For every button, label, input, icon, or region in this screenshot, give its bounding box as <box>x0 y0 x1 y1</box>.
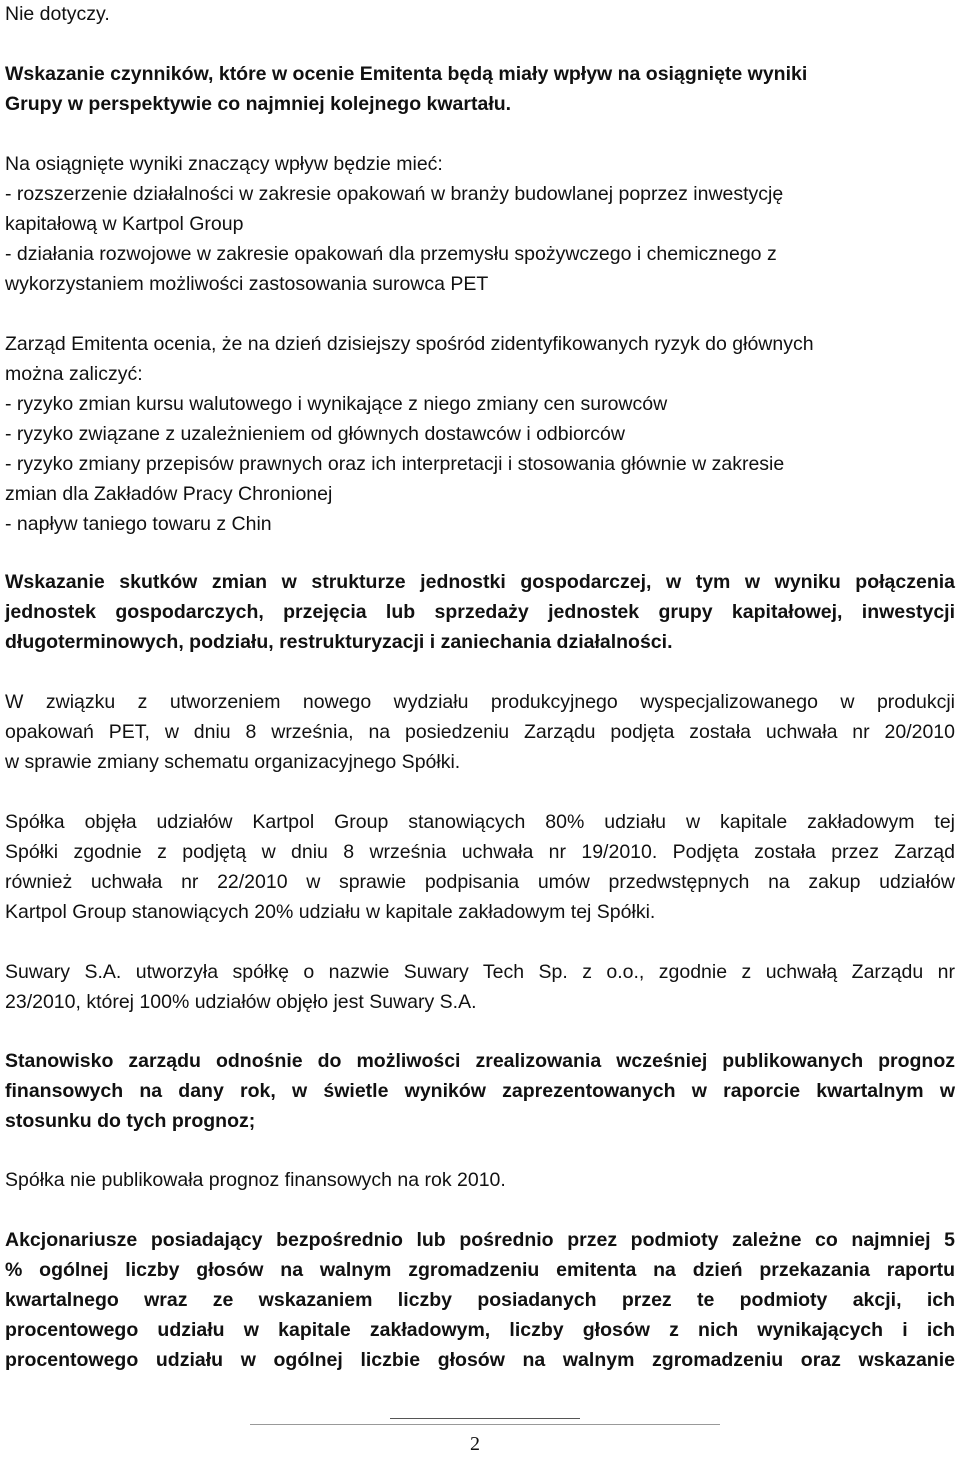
structure-para-3-line-1: Suwary S.A. utworzyła spółkę o nazwie Suwary Tech Sp. z o.o., zgodnie z uchwałą Zarządu nr <box>5 961 955 983</box>
risk-item-3: - ryzyko zmiany przepisów prawnych oraz ich interpretacji i stosowania głównie w zakresie <box>5 453 785 475</box>
section-heading-shareholders-line-5: procentowego udziału w ogólnej liczbie głosów na walnym zgromadzeniu oraz wskazanie <box>5 1349 955 1371</box>
section-heading-structure-line-2: jednostek gospodarczych, przejęcia lub sprzedaży jednostek grupy kapitałowej, inwestycji <box>5 601 955 623</box>
structure-para-1-line-2: opakowań PET, w dniu 8 września, na posiedzeniu Zarządu podjęta została uchwała nr 20/2010 <box>5 721 955 743</box>
structure-para-2-line-1: Spółka objęła udziałów Kartpol Group stanowiących 80% udziału w kapitale zakładowym tej <box>5 811 955 833</box>
factors-paragraph-line-5: wykorzystaniem możliwości zastosowania surowca PET <box>5 273 489 295</box>
page-number: 2 <box>470 1433 480 1455</box>
section-heading-factors-line-1: Wskazanie czynników, które w ocenie Emitenta będą miały wpływ na osiągnięte wyniki <box>5 63 808 85</box>
risk-item-2: - ryzyko związane z uzależnieniem od głównych dostawców i odbiorców <box>5 423 625 445</box>
forecast-paragraph: Spółka nie publikowała prognoz finansowych na rok 2010. <box>5 1169 506 1191</box>
footer-rule-bottom <box>250 1424 720 1425</box>
structure-para-1-line-3: w sprawie zmiany schematu organizacyjnego Spółki. <box>5 751 461 773</box>
structure-para-3-line-2: 23/2010, której 100% udziałów objęło jest Suwary S.A. <box>5 991 477 1013</box>
factors-paragraph-line-1: Na osiągnięte wyniki znaczący wpływ będzie mieć: <box>5 153 443 175</box>
continued-text: Nie dotyczy. <box>5 3 110 25</box>
risks-paragraph-line-1: Zarząd Emitenta ocenia, że na dzień dzisiejszy spośród zidentyfikowanych ryzyk do głównych <box>5 333 814 355</box>
factors-paragraph-line-3: kapitałową w Kartpol Group <box>5 213 244 235</box>
section-heading-structure-line-3: długoterminowych, podziału, restrukturyzacji i zaniechania działalności. <box>5 631 673 653</box>
risk-item-4: - napływ taniego towaru z Chin <box>5 513 272 535</box>
section-heading-shareholders-line-4: procentowego udziału w kapitale zakładowym, liczby głosów z nich wynikających i ich <box>5 1319 955 1341</box>
section-heading-forecast-line-1: Stanowisko zarządu odnośnie do możliwości zrealizowania wcześniej publikowanych prognoz <box>5 1050 955 1072</box>
structure-para-1-line-1: W związku z utworzeniem nowego wydziału produkcyjnego wyspecjalizowanego w produkcji <box>5 691 955 713</box>
risk-item-3-cont: zmian dla Zakładów Pracy Chronionej <box>5 483 333 505</box>
section-heading-forecast-line-2: finansowych na dany rok, w świetle wyników zaprezentowanych w raporcie kwartalnym w <box>5 1080 955 1102</box>
section-heading-shareholders-line-1: Akcjonariusze posiadający bezpośrednio lub pośrednio przez podmioty zależne co najmniej 5 <box>5 1229 955 1251</box>
structure-para-2-line-3: również uchwała nr 22/2010 w sprawie podpisania umów przedwstępnych na zakup udziałów <box>5 871 955 893</box>
section-heading-structure-line-1: Wskazanie skutków zmian w strukturze jednostki gospodarczej, w tym w wyniku połączenia <box>5 571 955 593</box>
section-heading-shareholders-line-3: kwartalnego wraz ze wskazaniem liczby posiadanych przez te podmioty akcji, ich <box>5 1289 955 1311</box>
structure-para-2-line-4: Kartpol Group stanowiących 20% udziału w kapitale zakładowym tej Spółki. <box>5 901 656 923</box>
section-heading-factors-line-2: Grupy w perspektywie co najmniej kolejnego kwartału. <box>5 93 512 115</box>
factors-paragraph-line-2: - rozszerzenie działalności w zakresie opakowań w branży budowlanej poprzez inwestycję <box>5 183 784 205</box>
footer-rule-top <box>390 1418 580 1419</box>
risks-paragraph-line-2: można zaliczyć: <box>5 363 143 385</box>
section-heading-shareholders-line-2: % ogólnej liczby głosów na walnym zgromadzeniu emitenta na dzień przekazania raportu <box>5 1259 955 1281</box>
factors-paragraph-line-4: - działania rozwojowe w zakresie opakowań dla przemysłu spożywczego i chemicznego z <box>5 243 777 265</box>
risk-item-1: - ryzyko zmian kursu walutowego i wynikające z niego zmiany cen surowców <box>5 393 668 415</box>
structure-para-2-line-2: Spółki zgodnie z podjętą w dniu 8 września uchwała nr 19/2010. Podjęta została przez Zarząd <box>5 841 955 863</box>
section-heading-forecast-line-3: stosunku do tych prognoz; <box>5 1110 256 1132</box>
